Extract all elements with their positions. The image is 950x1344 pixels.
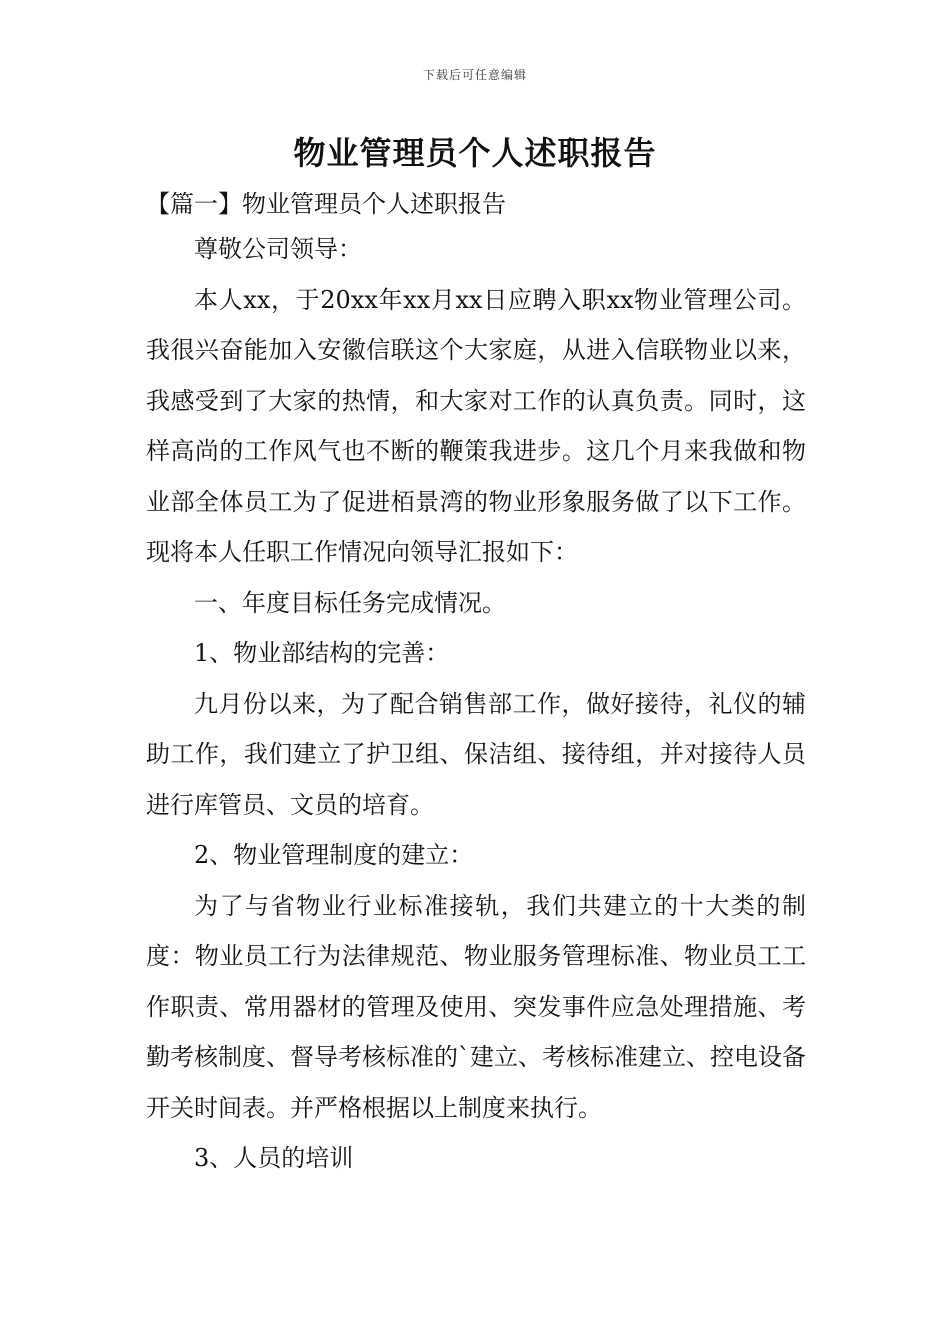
paragraph-heading-regulations: 2、物业管理制度的建立： <box>194 841 474 869</box>
paragraph-salutation: 尊敬公司领导： <box>194 235 362 263</box>
paragraph-heading-training: 3、人员的培训 <box>194 1144 354 1172</box>
document-body <box>146 224 806 1184</box>
paragraph-heading-annual-targets: 一、年度目标任务完成情况。 <box>194 588 506 617</box>
paragraph-regulations-details: 为了与省物业行业标准接轨，我们共建立的十大类的制度：物业员工行为法律规范、物业服务管理标准、物业员工工作职责、常用器材的管理及使用、突发事件应急处理措施、考勤考核制度、督导考核标准的`建立、考核标准建立、控电设备开关时间表。并严格根据以上制度来执行。 <box>146 891 806 1122</box>
section-heading: 【篇一】物业管理员个人述职报告 <box>146 190 506 218</box>
document-title: 物业管理员个人述职报告 <box>293 134 657 172</box>
paragraph-structure-details: 九月份以来，为了配合销售部工作，做好接待，礼仪的辅助工作，我们建立了护卫组、保洁组、接待组，并对接待人员进行库管员、文员的培育。 <box>146 689 806 819</box>
paragraph-introduction: 本人xx，于20xx年xx月xx日应聘入职xx物业管理公司。我很兴奋能加入安徽信联这个大家庭，从进入信联物业以来，我感受到了大家的热情，和大家对工作的认真负责。同时，这样高尚的工作风气也不断的鞭策我进步。这几个月来我做和物业部全体员工为了促进栢景湾的物业形象服务做了以下工作。现将本人任职工作情况向领导汇报如下： <box>146 285 806 566</box>
paragraph-heading-structure: 1、物业部结构的完善： <box>194 639 450 667</box>
header-note: 下载后可任意编辑 <box>422 68 527 82</box>
